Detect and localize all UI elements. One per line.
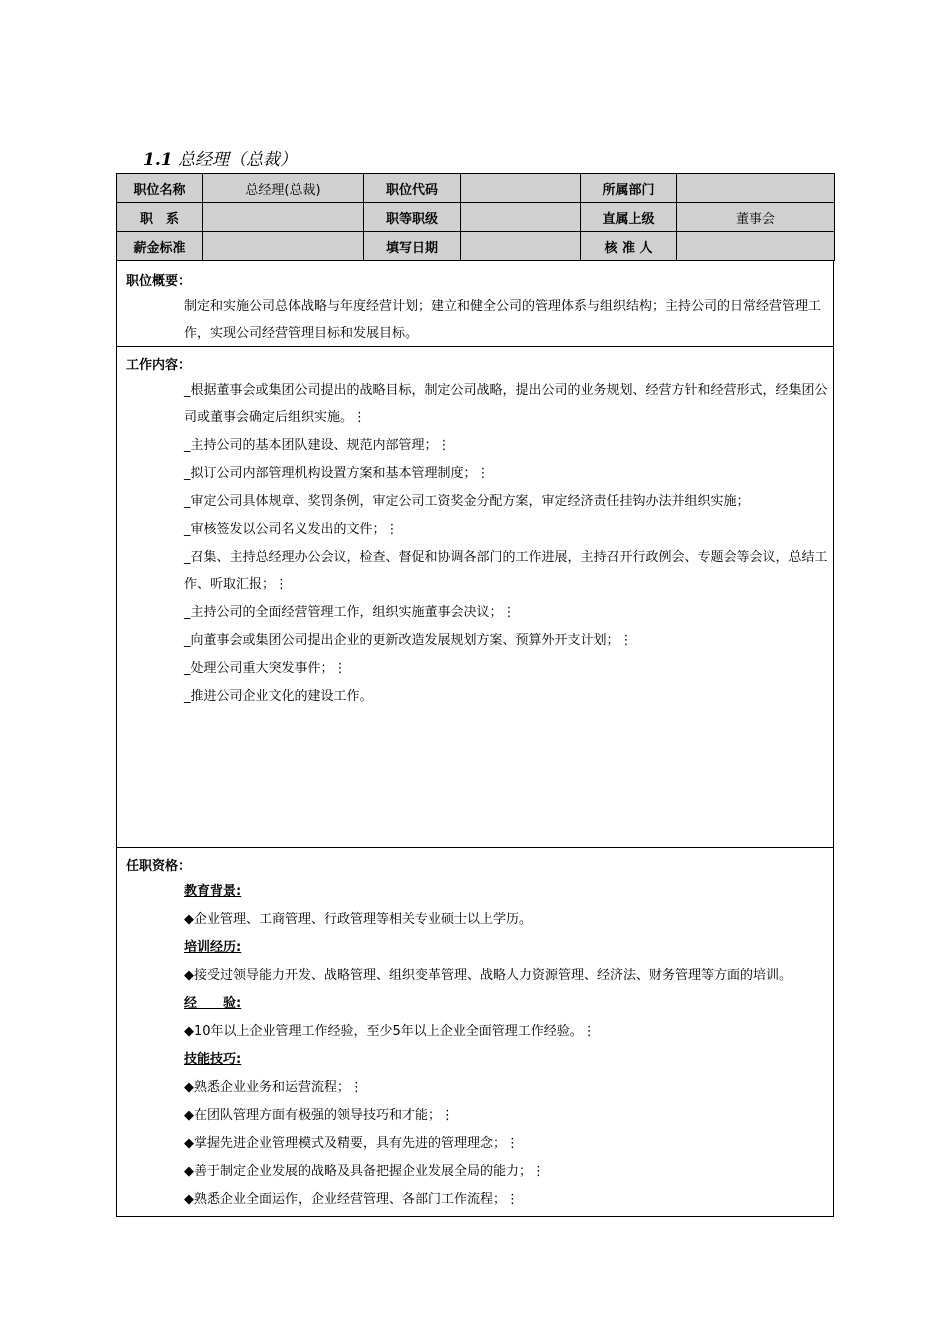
label-department: 所属部门 [581, 174, 677, 203]
header-table [116, 173, 835, 261]
qualifications-label: 任职资格： [126, 859, 192, 874]
work-item: _主持公司的全面经营管理工作，组织实施董事会决议；⋮ [184, 605, 516, 620]
title-text: 总经理（总裁） [177, 150, 297, 170]
value-position-code [461, 174, 581, 203]
education-title: 教育背景: [184, 884, 242, 899]
work-item: _主持公司的基本团队建设、规范内部管理；⋮ [184, 438, 451, 453]
label-position-name: 职位名称 [117, 174, 203, 203]
qualifications-body [184, 878, 832, 1214]
title-number: 1.1 [143, 150, 173, 170]
label-job-family: 职 系 [117, 203, 203, 232]
header-row-3 [117, 232, 835, 261]
value-direct-supervisor: 董事会 [677, 203, 835, 232]
experience-title: 经 验: [184, 996, 242, 1011]
training-title: 培训经历: [184, 940, 242, 955]
summary-label: 职位概要： [126, 274, 192, 289]
qualifications-section [116, 848, 834, 1217]
work-item: _根据董事会或集团公司提出的战略目标，制定公司战略，提出公司的业务规划、经营方针和经营形式，经集团公司或董事会确定后组织实施。⋮ [184, 383, 828, 425]
work-item: _审核签发以公司名义发出的文件；⋮ [184, 522, 399, 537]
work-item: _拟订公司内部管理机构设置方案和基本管理制度；⋮ [184, 466, 490, 481]
education-item: ◆企业管理、工商管理、行政管理等相关专业硕士以上学历。 [184, 912, 532, 927]
work-label: 工作内容： [126, 358, 192, 373]
skills-item: ◆善于制定企业发展的战略及具备把握企业发展全局的能力；⋮ [184, 1164, 545, 1179]
label-salary-standard: 薪金标准 [117, 232, 203, 261]
value-fill-date [461, 232, 581, 261]
work-item: _推进公司企业文化的建设工作。 [184, 689, 373, 704]
work-section [116, 347, 834, 848]
label-fill-date: 填写日期 [364, 232, 461, 261]
document-title [143, 145, 297, 170]
label-position-code: 职位代码 [364, 174, 461, 203]
value-department [677, 174, 835, 203]
skills-item: ◆熟悉企业业务和运营流程；⋮ [184, 1080, 363, 1095]
skills-item: ◆在团队管理方面有极强的领导技巧和才能；⋮ [184, 1108, 454, 1123]
header-row-1 [117, 174, 835, 203]
work-list [184, 377, 829, 711]
skills-item: ◆熟悉企业全面运作，企业经营管理、各部门工作流程；⋮ [184, 1192, 519, 1207]
summary-section [116, 261, 834, 347]
value-position-name: 总经理(总裁) [203, 174, 364, 203]
label-approver: 核 准 人 [581, 232, 677, 261]
work-item: _审定公司具体规章、奖罚条例，审定公司工资奖金分配方案，审定经济责任挂钩办法并组织实施； [184, 494, 750, 509]
value-job-family [203, 203, 364, 232]
work-item: _处理公司重大突发事件；⋮ [184, 661, 347, 676]
summary-text: 制定和实施公司总体战略与年度经营计划；建立和健全公司的管理体系与组织结构；主持公司的日常经营管理工作，实现公司经营管理目标和发展目标。 [184, 299, 822, 341]
skills-item: ◆掌握先进企业管理模式及精要，具有先进的管理理念；⋮ [184, 1136, 519, 1151]
header-row-2 [117, 203, 835, 232]
work-item: _召集、主持总经理办公会议，检查、督促和协调各部门的工作进展，主持召开行政例会、专题会等会议，总结工作、听取汇报；⋮ [184, 550, 828, 592]
work-item: _向董事会或集团公司提出企业的更新改造发展规划方案、预算外开支计划；⋮ [184, 633, 633, 648]
value-salary-standard [203, 232, 364, 261]
label-grade-level: 职等职级 [364, 203, 461, 232]
skills-title: 技能技巧: [184, 1052, 242, 1067]
job-description-sheet [116, 173, 834, 1217]
value-approver [677, 232, 835, 261]
value-grade-level [461, 203, 581, 232]
training-item: ◆接受过领导能力开发、战略管理、组织变革管理、战略人力资源管理、经济法、财务管理等方面的培训。 [184, 968, 792, 983]
label-direct-supervisor: 直属上级 [581, 203, 677, 232]
experience-item: ◆10年以上企业管理工作经验，至少5年以上企业全面管理工作经验。⋮ [184, 1024, 596, 1039]
